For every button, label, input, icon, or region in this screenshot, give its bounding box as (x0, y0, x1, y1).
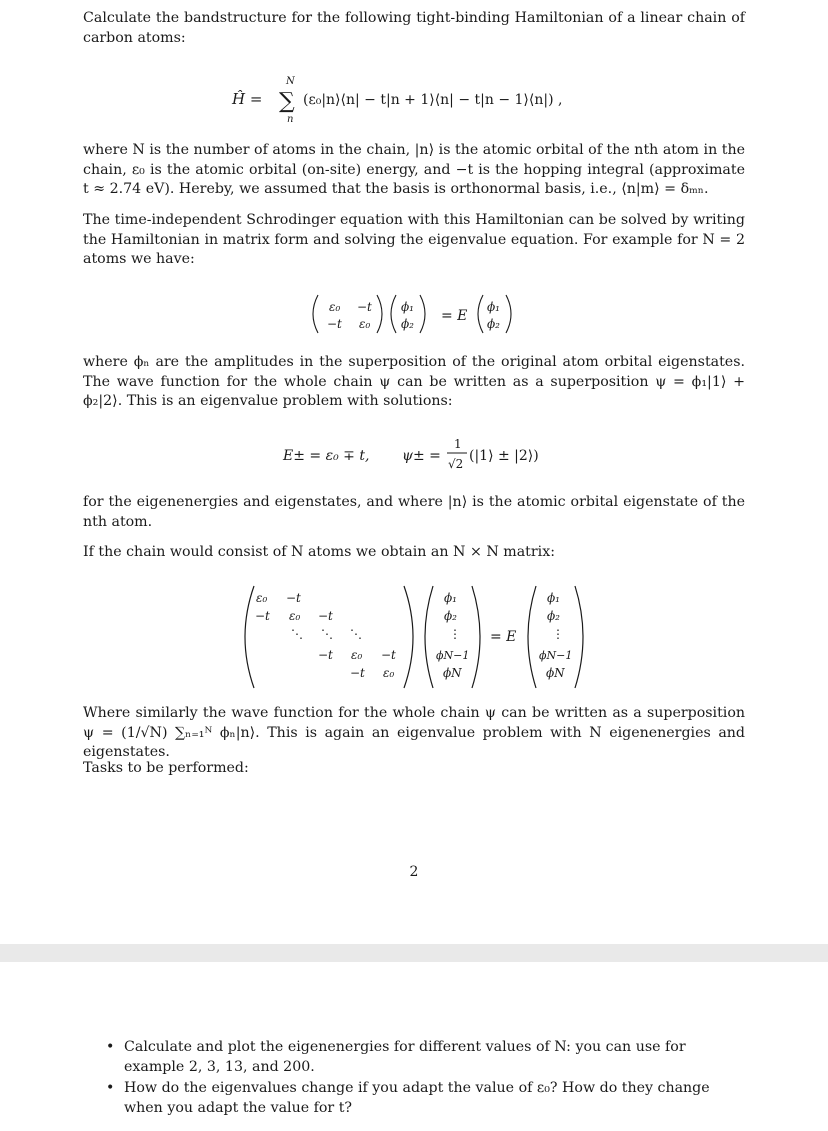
mn-equals-e: = E (490, 629, 517, 645)
mn-r3-c2: ⋱ (321, 627, 333, 641)
mn-vec-n-minus-1: ϕN−1 (436, 649, 470, 662)
solutions-equation (0, 432, 828, 476)
energy-solution: E± = ε₀ ∓ t, (283, 448, 370, 464)
matrix-2x2-svg (0, 293, 828, 337)
mn-rhs-vec-1: ϕ₁ (547, 591, 560, 605)
bullet-icon: • (106, 1039, 115, 1055)
sum-upper-limit: N (286, 76, 295, 87)
mn-r5-c1: −t (350, 666, 365, 680)
m2-v1: ϕ₁ (401, 300, 414, 314)
eigen-paragraph: for the eigenenergies and eigenstates, and where |n⟩ is the atomic orbital eigenstate of the nth atom. (83, 494, 745, 530)
similarly-paragraph: Where similarly the wave function for the whole chain ψ can be written as a superposition ψ = (1/√N) ∑ₙ₌₁ᴺ ϕₙ|n⟩. This is again an eigenvalue problem with N eigenenergies and eigenstates. (83, 705, 745, 760)
mn-r1-c2: −t (286, 591, 301, 605)
mn-r2-c1: −t (255, 609, 270, 623)
intro-paragraph: Calculate the bandstructure for the following tight-binding Hamiltonian of a linear chain of carbon atoms: (83, 10, 745, 46)
mn-vec-1: ϕ₁ (444, 591, 457, 605)
task-text: How do the eigenvalues change if you adapt the value of ε₀? How do they change when you adapt the value for t? (124, 1080, 710, 1116)
mn-rhs-vec-2: ϕ₂ (547, 609, 560, 623)
mn-r3-c3: ⋱ (350, 627, 362, 641)
mn-rhs-vec-n: ϕN (546, 666, 565, 680)
task-list (102, 1038, 747, 1120)
mn-vec-2: ϕ₂ (444, 609, 457, 623)
mn-r2-c3: −t (318, 609, 333, 623)
mn-r3-c1: ⋱ (291, 627, 303, 641)
mn-r5-c2: ε₀ (383, 666, 395, 680)
m2-equals-e: = E (441, 308, 468, 324)
mn-rhs-vec-dots: ⋮ (552, 627, 564, 641)
page-number: 2 (409, 864, 419, 880)
where-paragraph: where N is the number of atoms in the chain, |n⟩ is the atomic orbital of the nth atom in the chain, ε₀ is the atomic orbital (on-site) energy, and −t is the hopping integral (approximate t ≈ 2.74 eV). Hereby, we assumed that the basis is orthonormal basis, i.e., ⟨n|m⟩ = δₘₙ. (83, 142, 745, 197)
psi-solution-rhs: (|1⟩ ± |2⟩) (469, 448, 539, 464)
fraction-numerator: 1 (454, 437, 462, 451)
m2-a12: −t (357, 300, 372, 314)
m2-a21: −t (327, 317, 342, 331)
mn-r1-c1: ε₀ (256, 591, 268, 605)
mn-vec-dots: ⋮ (449, 627, 461, 641)
fraction-denominator: √2 (448, 457, 464, 471)
m2-v2: ϕ₂ (401, 317, 414, 331)
m2-rhs-v1: ϕ₁ (487, 300, 500, 314)
mn-vec-n: ϕN (443, 666, 462, 680)
tasks-heading: Tasks to be performed: (83, 760, 249, 776)
list-item (102, 1038, 747, 1077)
schrodinger-paragraph: The time-independent Schrodinger equation with this Hamiltonian can be solved by writing the Hamiltonian in matrix form and solving the eigenvalue equation. For example for N = 2 atoms we have: (83, 212, 745, 267)
sum-lower-limit: n (287, 114, 294, 125)
matrix-2x2-equation (0, 293, 828, 341)
psi-solution-lhs: ψ± = (402, 448, 441, 464)
natoms-paragraph: If the chain would consist of N atoms we obtain an N × N matrix: (83, 544, 555, 560)
hamiltonian-svg (0, 74, 828, 130)
m2-a11: ε₀ (329, 300, 341, 314)
matrix-nxn-equation (0, 582, 828, 696)
mn-r2-c2: ε₀ (289, 609, 301, 623)
hamiltonian-lhs: Ĥ = (232, 90, 263, 108)
task-text: Calculate and plot the eigenenergies for different values of N: you can use for example 2, 3, 13, and 200. (124, 1039, 686, 1075)
hamiltonian-terms: (ε₀|n⟩⟨n| − t|n + 1⟩⟨n| − t|n − 1⟩⟨n|) , (303, 92, 563, 108)
bullet-icon: • (106, 1080, 115, 1096)
m2-rhs-v2: ϕ₂ (487, 317, 500, 331)
mn-r4-c1: −t (318, 648, 333, 662)
amplitudes-paragraph: where ϕₙ are the amplitudes in the superposition of the original atom orbital eigenstates. The wave function for the whole chain ψ can be written as a superposition ψ = ϕ₁|1⟩ + ϕ₂|2⟩. This is an eigenvalue problem with solutions: (83, 354, 745, 409)
matrix-nxn-svg (0, 582, 828, 692)
mn-rhs-vec-n-minus-1: ϕN−1 (539, 649, 573, 662)
mn-r4-c3: −t (381, 648, 396, 662)
sum-symbol: ∑ (279, 89, 295, 114)
mn-r4-c2: ε₀ (351, 648, 363, 662)
list-item (102, 1079, 747, 1118)
solutions-svg (0, 432, 828, 472)
hamiltonian-equation (0, 74, 828, 134)
m2-a22: ε₀ (359, 317, 371, 331)
document-page-2 (0, 962, 828, 1131)
